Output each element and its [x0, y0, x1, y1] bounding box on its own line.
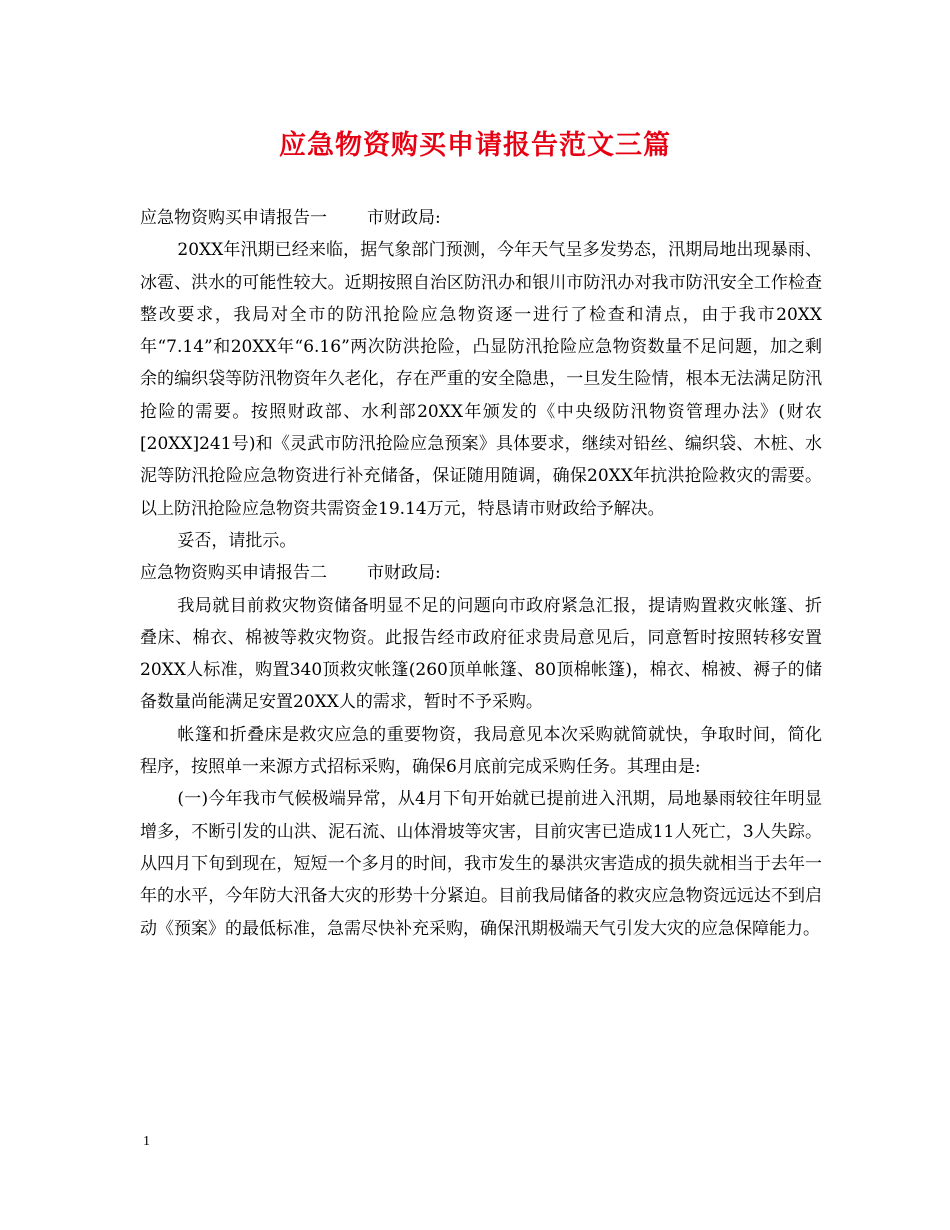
report2-heading-line	[140, 557, 822, 589]
report1-closing: 妥否，请批示。	[177, 530, 297, 551]
report1-addressee: 市财政局:	[367, 208, 441, 228]
report2-addressee: 市财政局:	[367, 563, 441, 584]
report2-heading: 应急物资购买申请报告二	[140, 563, 327, 584]
report2-paragraph-1: 我局就目前救灾物资储备明显不足的问题向市政府紧急汇报，提请购置救灾帐篷、折叠床、棉衣、棉被等救灾物资。此报告经市政府征求贵局意见后，同意暂时按照转移安置20XX人标准，购置340顶救灾帐篷(260顶单帐篷、80顶棉帐篷)，棉衣、棉被、褥子的储备数量尚能满足安置20XX人的需求，暂时不予采购。	[140, 595, 822, 713]
page-number: 1	[143, 1134, 150, 1149]
report1-paragraph-1: 20XX年汛期已经来临，据气象部门预测，今年天气呈多发势态，汛期局地出现暴雨、冰雹、洪水的可能性较大。近期按照自治区防汛办和银川市防汛办对我市防汛安全工作检查整改要求，我局对全市的防汛抢险应急物资逐一进行了检查和清点，由于我市20XX年“7.14”和20XX年“6.16”两次防洪抢险，凸显防汛抢险应急物资数量不足问题，加之剩余的编织袋等防汛物资年久老化，存在严重的安全隐患，一旦发生险情，根本无法满足防汛抢险的需要。按照财政部、水利部20XX年颁发的《中央级防汛物资管理办法》(财农[20XX]241号)和《灵武市防汛抢险应急预案》具体要求，继续对铅丝、编织袋、木桩、水泥等防汛抢险应急物资进行补充储备，保证随用随调，确保20XX年抗洪抢险救灾的需要。以上防汛抢险应急物资共需资金19.14万元，特恳请市财政给予解决。	[140, 240, 822, 519]
report2-paragraph-2: 帐篷和折叠床是救灾应急的重要物资，我局意见本次采购就简就快，争取时间，简化程序，按照单一来源方式招标采购，确保6月底前完成采购任务。其理由是:	[140, 724, 822, 778]
report1-heading-line	[140, 202, 822, 234]
report1-heading: 应急物资购买申请报告一	[140, 208, 327, 228]
document-body	[140, 202, 822, 945]
document-title: 应急物资购买申请报告范文三篇	[279, 130, 671, 161]
report2-paragraph-3: (一)今年我市气候极端异常，从4月下旬开始就已提前进入汛期，局地暴雨较往年明显增多，不断引发的山洪、泥石流、山体滑坡等灾害，目前灾害已造成11人死亡，3人失踪。从四月下旬到现在，短短一个多月的时间，我市发生的暴洪灾害造成的损失就相当于去年一年的水平，今年防大汛备大灾的形势十分紧迫。目前我局储备的救灾应急物资远远达不到启动《预案》的最低标准，急需尽快补充采购，确保汛期极端天气引发大灾的应急保障能力。	[140, 789, 822, 939]
